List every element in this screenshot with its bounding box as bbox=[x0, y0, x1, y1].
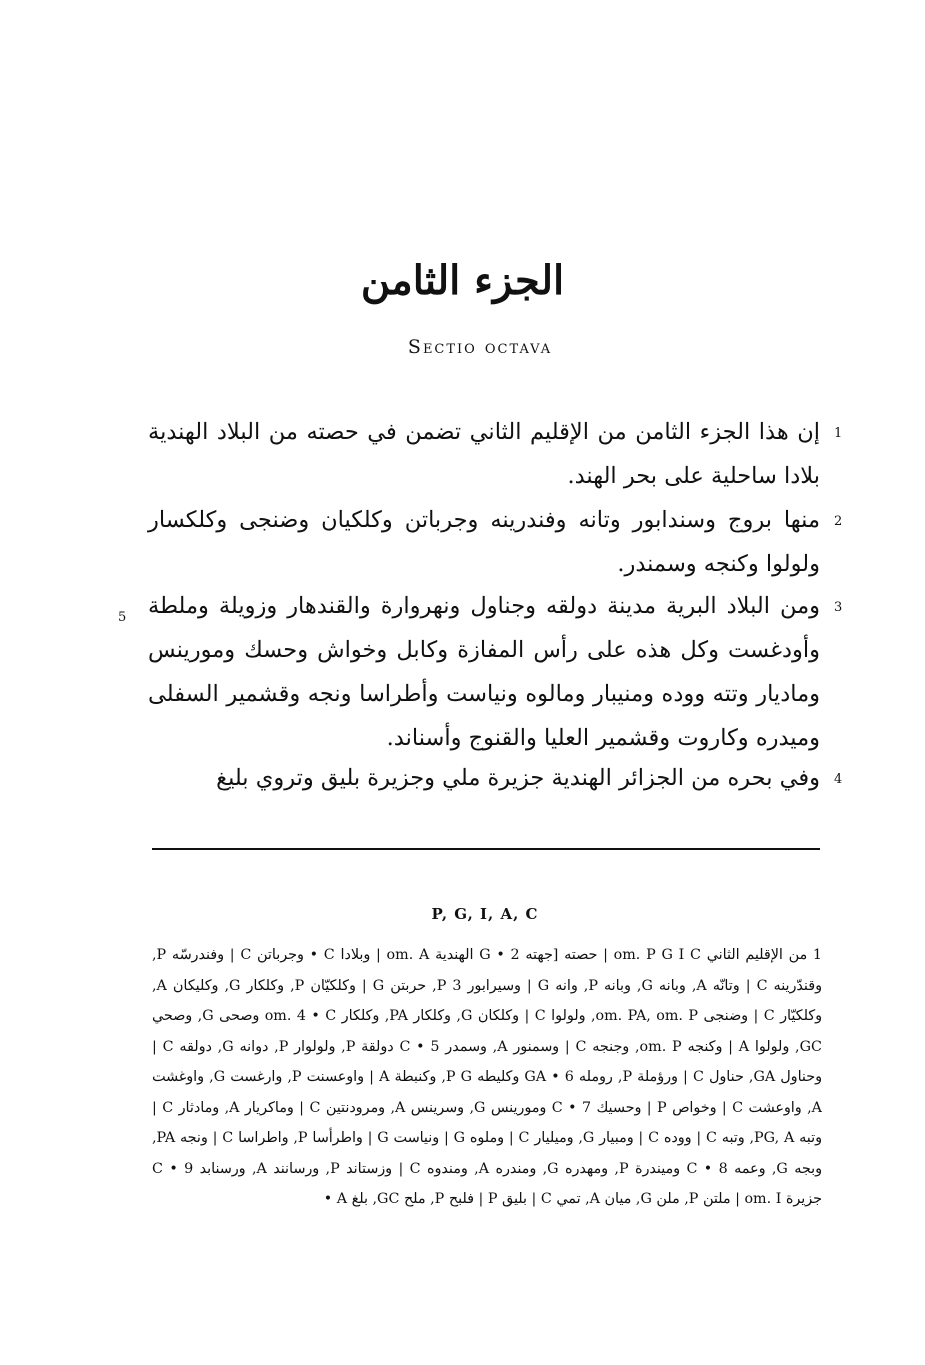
verse-number: 1 bbox=[834, 426, 843, 441]
critical-apparatus: 1 من الإقليم الثاني om. P G I C | حصته [جهته G • 2 الهندية om. A | وبلادا C • وجرباتن C | وفندرسّه P, وقندّرينه C | وتانّه A, وبانه G, وبانه P, وانه G | وسيرابور 3 P, حربتن G | وكلكيّان P, وكلكار G, وكليكان A, وكلكيّار C | وضنجى om. PA, om. P, ولولوا C | وكلكان G, وكلكار PA, وكلكار om. 4 • C وصحى G, وصحي GC, ولولوا A | وكنجه om. P, وجنجه C | وسمنور A, وسمدر C • 5 دولقة P, ولولوار P, دوانه G, دولقه C | وحناول GA, حناول C | ورؤملة P, رومله GA • 6 وكليطه P G, وكنبطة A | واوعسنت P, وارغست G, واوغشت A, واوعشت C | وخواص P | وحسيك C • 7 ومورينس G, وسرينس A, ومرودنتين C | وماكريار A, ومادثار C | وتبه PG, A, وتبه C | ووده C | ومبيار G, وميليار C | وملوه G | ونياست G | واطرأسا P, واطراسا C | ونجه PA, وبجه G, وعمه C • 8 وميندرة P, ومهدره G, ومندره A, ومندوه C | وزستاند P, ورسانند A, ورسنابد C • 9 جزيرة om. I | ملتن P, ملن G, ميان A, تمي C | بليق P | فلبح P, ملح GC, بلغ A • bbox=[152, 947, 823, 1207]
manuscript-sigla: P, G, I, A, C bbox=[431, 905, 539, 923]
paragraph: وفي بحره من الجزائر الهندية جزيرة ملي وجزيرة بليق وتروي بليغ bbox=[216, 765, 820, 791]
footnote-divider bbox=[152, 848, 820, 850]
paragraph: إن هذا الجزء الثامن من الإقليم الثاني تضمن في حصته من البلاد الهندية بلادا ساحلية على بحر الهند. bbox=[148, 419, 820, 489]
line-number-marginal: 5 bbox=[118, 610, 127, 625]
verse-number: 3 bbox=[834, 600, 843, 615]
verse-number: 4 bbox=[834, 772, 843, 787]
paragraph: منها بروج وسندابور وتانه وفندرينه وجرباتن وكلكيان وضنجى وكلكسار ولولوا وكنجه وسمندر. bbox=[148, 507, 820, 577]
page-title: الجزء الثامن bbox=[360, 257, 565, 304]
section-subtitle: Sectio octava bbox=[407, 336, 553, 358]
verse-number: 2 bbox=[834, 514, 843, 529]
paragraph: ومن البلاد البرية مدينة دولقه وجناول ونهروارة والقندهار وزويلة وملطة وأودغست وكل هذه على رأس المفازة وكابل وخواش وحسك ومورينس وماديار وتته ووده ومنيبار ومالوه ونياست وأطراسا ونجه وقشمير السفلى وميدره وكاروت وقشمير العليا والقنوج وأسناند. bbox=[148, 593, 820, 751]
